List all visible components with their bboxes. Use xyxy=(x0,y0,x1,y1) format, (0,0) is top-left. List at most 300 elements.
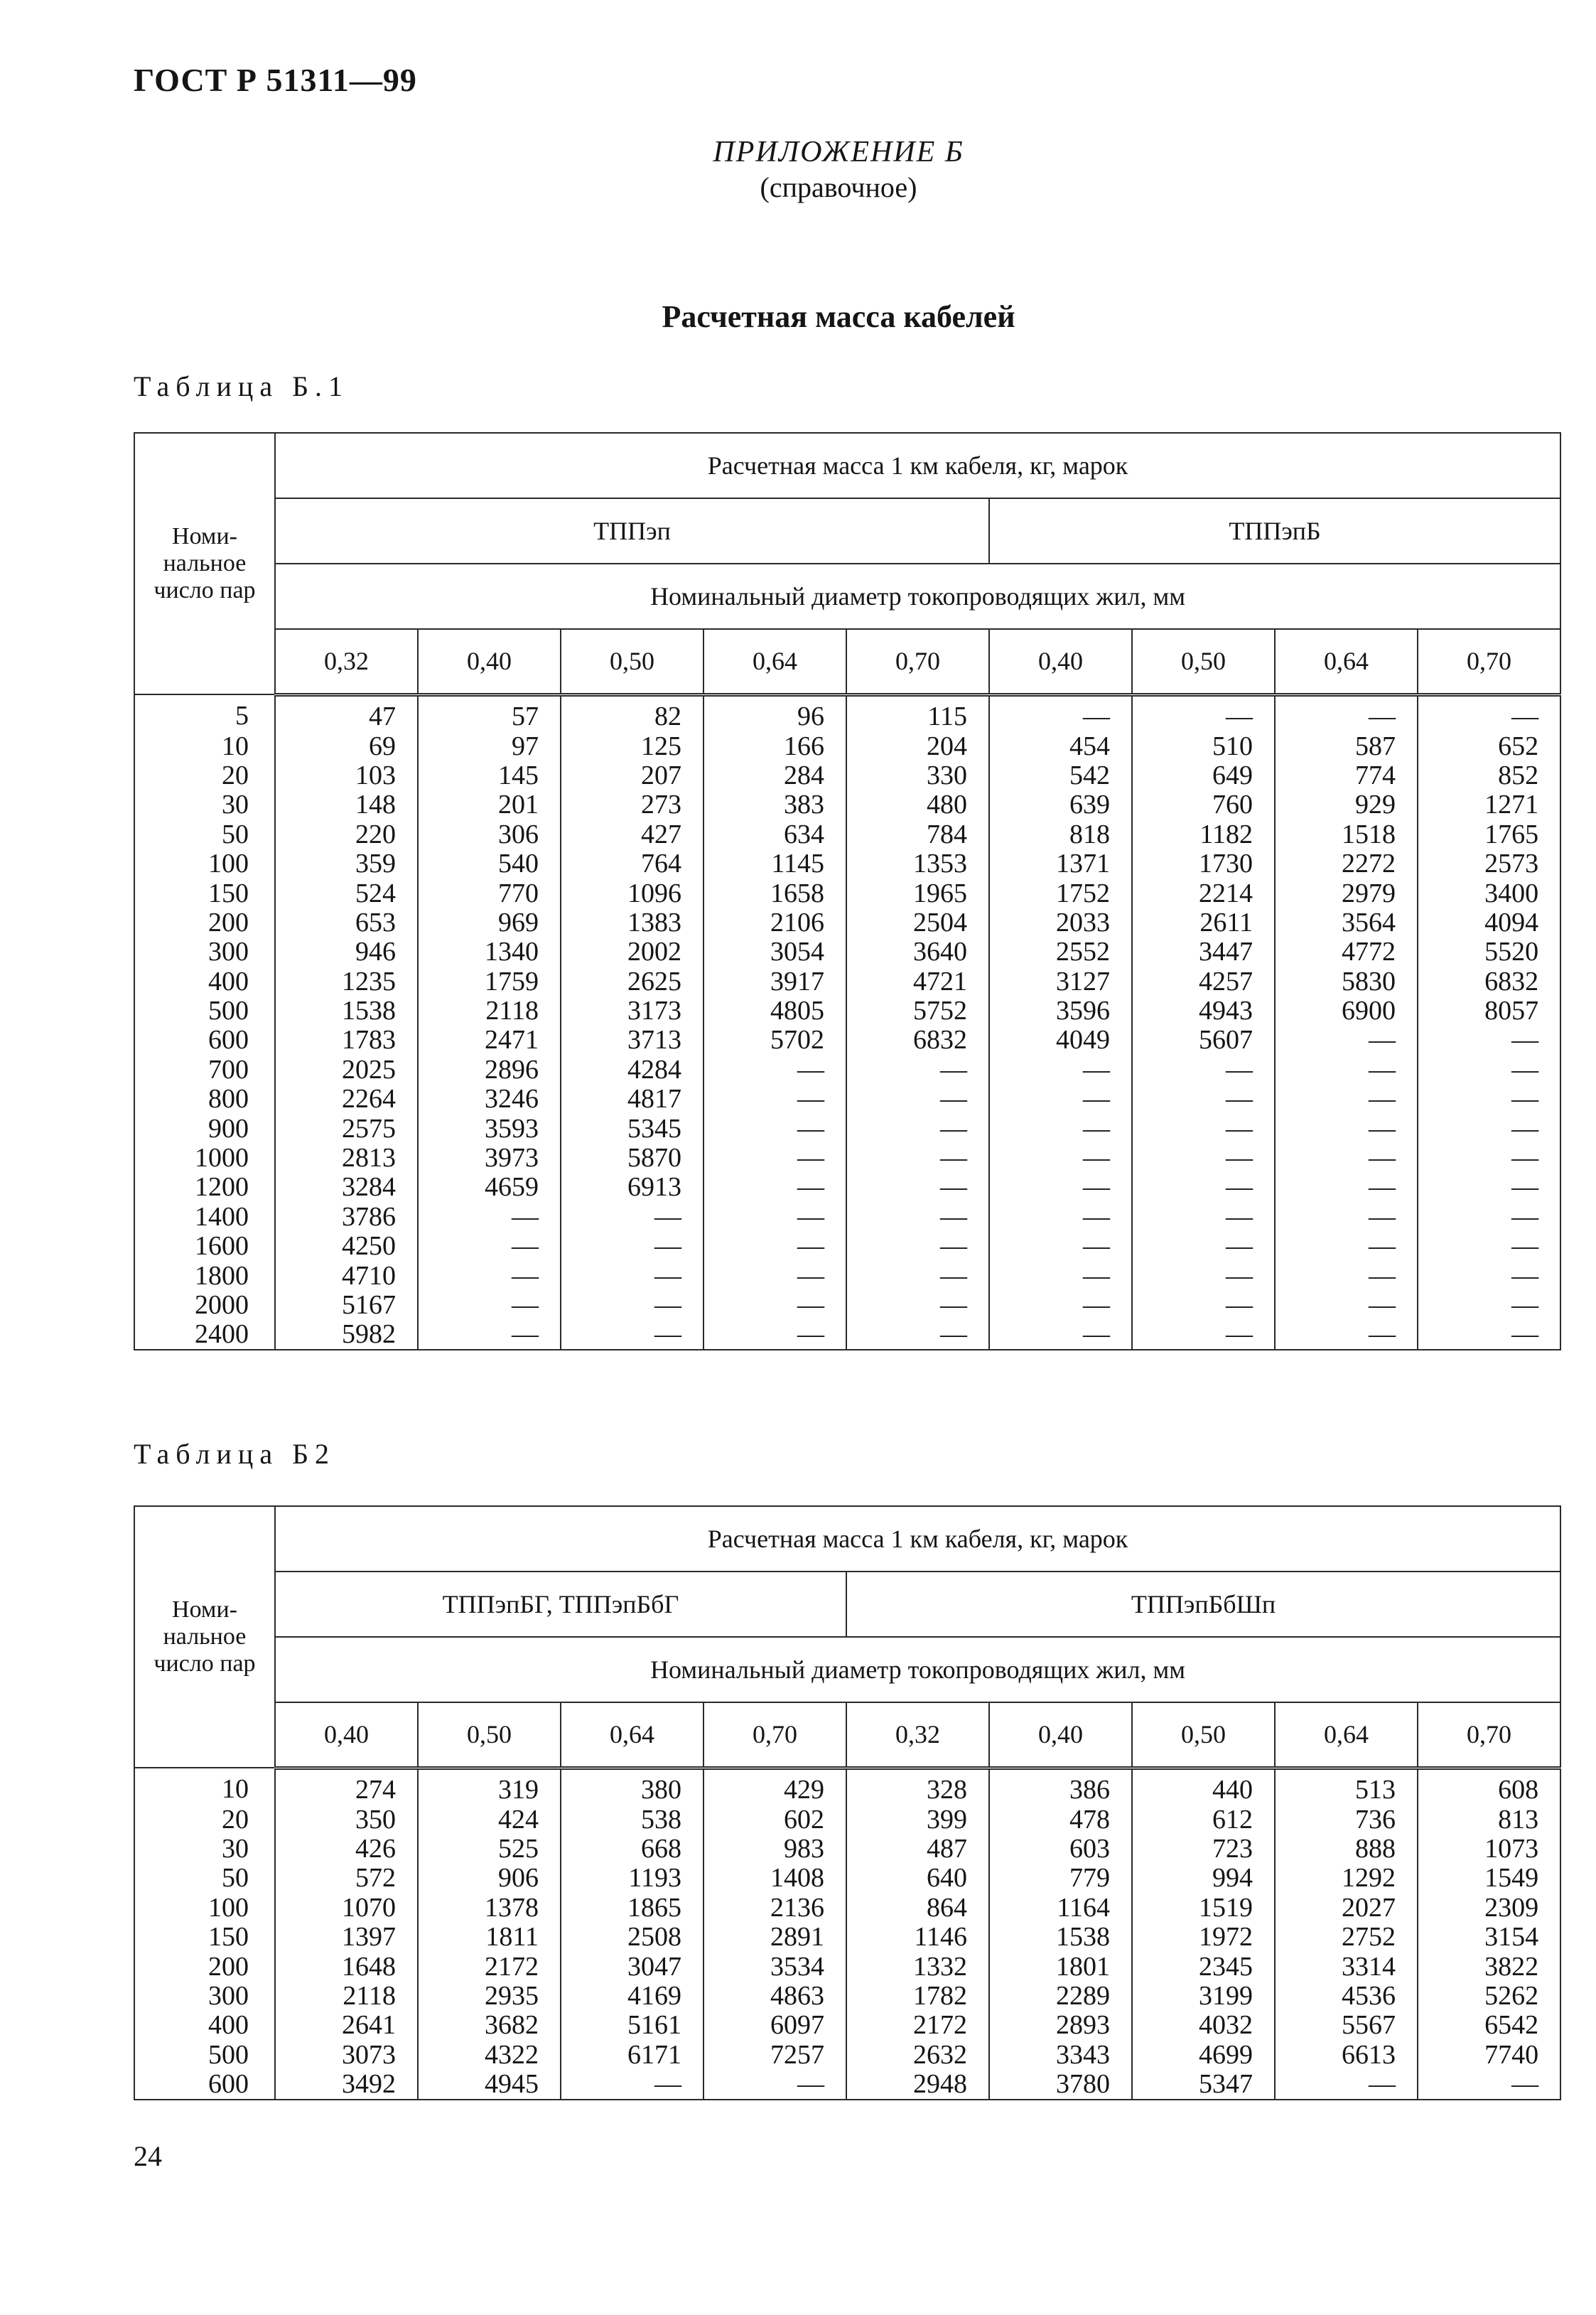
mass-value-cell: 1752 xyxy=(989,879,1132,908)
mass-value-cell: 2471 xyxy=(418,1026,561,1055)
table-row xyxy=(134,938,1560,967)
mass-value-cell: 4772 xyxy=(1275,938,1418,967)
mass-value-cell: — xyxy=(703,1114,846,1143)
mass-value-cell: 4032 xyxy=(1132,2011,1275,2040)
table1 xyxy=(134,432,1561,1350)
mass-value-cell: 3127 xyxy=(989,967,1132,996)
mass-value-cell: 5167 xyxy=(275,1290,418,1319)
mass-value-cell: 1865 xyxy=(561,1893,703,1922)
mass-value-cell: 3400 xyxy=(1418,879,1560,908)
mass-value-cell: — xyxy=(1275,1232,1418,1261)
mass-value-cell: 4805 xyxy=(703,996,846,1025)
table-row xyxy=(134,1143,1560,1172)
pair-count-cell: 500 xyxy=(134,2040,275,2069)
mass-value-cell: 145 xyxy=(418,761,561,790)
document-header: ГОСТ Р 51311—99 xyxy=(134,62,417,98)
mass-value-cell: 204 xyxy=(846,731,989,761)
mass-value-cell: 1378 xyxy=(418,1893,561,1922)
mass-value-cell: 818 xyxy=(989,820,1132,849)
mass-value-cell: 4863 xyxy=(703,1981,846,2010)
mass-value-cell: 82 xyxy=(561,694,703,731)
mass-value-cell: 5607 xyxy=(1132,1026,1275,1055)
mass-value-cell: — xyxy=(1132,1173,1275,1202)
mass-value-cell: 125 xyxy=(561,731,703,761)
mass-value-cell: 2025 xyxy=(275,1055,418,1084)
mass-value-cell: 1164 xyxy=(989,1893,1132,1922)
mass-value-cell: 813 xyxy=(1418,1805,1560,1834)
mass-value-cell: — xyxy=(418,1320,561,1350)
mass-value-cell: — xyxy=(1275,2069,1418,2099)
mass-value-cell: 1811 xyxy=(418,1922,561,1951)
table-row xyxy=(134,1320,1560,1350)
mass-value-cell: 1353 xyxy=(846,849,989,878)
table-row xyxy=(134,879,1560,908)
mass-value-cell: 1145 xyxy=(703,849,846,878)
mass-value-cell: 103 xyxy=(275,761,418,790)
mass-value-cell: 3284 xyxy=(275,1173,418,1202)
mass-value-cell: 115 xyxy=(846,694,989,731)
diameter-cell: 0,40 xyxy=(418,629,561,694)
mass-value-cell: 2552 xyxy=(989,938,1132,967)
mass-value-cell: 1648 xyxy=(275,1952,418,1981)
table-row xyxy=(134,967,1560,996)
mass-value-cell: 852 xyxy=(1418,761,1560,790)
pair-count-cell: 2000 xyxy=(134,1290,275,1319)
mass-value-cell: — xyxy=(561,2069,703,2099)
mass-value-cell: 1759 xyxy=(418,967,561,996)
mass-value-cell: 4710 xyxy=(275,1261,418,1290)
mass-value-cell: 5830 xyxy=(1275,967,1418,996)
mass-value-cell: — xyxy=(846,1085,989,1114)
mass-value-cell: — xyxy=(989,1173,1132,1202)
table-row xyxy=(134,1922,1560,1951)
mass-value-cell: 3492 xyxy=(275,2069,418,2099)
appendix-subtitle: (справочное) xyxy=(760,171,917,203)
mass-value-cell: 1538 xyxy=(989,1922,1132,1951)
mass-value-cell: 207 xyxy=(561,761,703,790)
mass-value-cell: 6171 xyxy=(561,2040,703,2069)
mass-value-cell: 634 xyxy=(703,820,846,849)
mass-value-cell: 1397 xyxy=(275,1922,418,1951)
mass-value-cell: 668 xyxy=(561,1834,703,1863)
mass-value-cell: 3534 xyxy=(703,1952,846,1981)
mass-value-cell: 4250 xyxy=(275,1232,418,1261)
mass-value-cell: — xyxy=(561,1290,703,1319)
table-row xyxy=(134,1232,1560,1261)
mass-value-cell: — xyxy=(561,1232,703,1261)
mass-value-cell: — xyxy=(703,2069,846,2099)
mass-value-cell: 649 xyxy=(1132,761,1275,790)
diameter-cell: 0,64 xyxy=(561,1702,703,1768)
table-row xyxy=(134,694,1560,731)
mass-value-cell: 274 xyxy=(275,1768,418,1805)
mass-value-cell: — xyxy=(1418,1026,1560,1055)
pair-count-cell: 400 xyxy=(134,967,275,996)
table-row xyxy=(134,1202,1560,1231)
mass-value-cell: — xyxy=(989,694,1132,731)
mass-value-cell: 1801 xyxy=(989,1952,1132,1981)
mass-value-cell: 784 xyxy=(846,820,989,849)
mass-value-cell: — xyxy=(846,1114,989,1143)
mass-value-cell: 7257 xyxy=(703,2040,846,2069)
mass-value-cell: — xyxy=(703,1232,846,1261)
mass-value-cell: 273 xyxy=(561,790,703,820)
pair-count-cell: 400 xyxy=(134,2011,275,2040)
mass-value-cell: — xyxy=(1418,1202,1560,1231)
pair-count-cell: 300 xyxy=(134,1981,275,2010)
mass-value-cell: 736 xyxy=(1275,1805,1418,1834)
table-row xyxy=(134,1173,1560,1202)
mass-value-cell: — xyxy=(846,1261,989,1290)
mass-value-cell: 639 xyxy=(989,790,1132,820)
mass-value-cell: 3973 xyxy=(418,1143,561,1172)
mass-value-cell: — xyxy=(989,1055,1132,1084)
mass-value-cell: 3917 xyxy=(703,967,846,996)
mass-value-cell: 1340 xyxy=(418,938,561,967)
mass-value-cell: 306 xyxy=(418,820,561,849)
mass-value-cell: 6832 xyxy=(846,1026,989,1055)
mass-value-cell: — xyxy=(846,1143,989,1172)
mass-value-cell: — xyxy=(703,1173,846,1202)
mass-value-cell: 603 xyxy=(989,1834,1132,1863)
mass-value-cell: 1146 xyxy=(846,1922,989,1951)
mass-value-cell: 3173 xyxy=(561,996,703,1025)
mass-value-cell: — xyxy=(703,1085,846,1114)
mass-value-cell: 764 xyxy=(561,849,703,878)
mass-value-cell: 4094 xyxy=(1418,908,1560,937)
mass-value-cell: 2309 xyxy=(1418,1893,1560,1922)
mass-value-cell: 3822 xyxy=(1418,1952,1560,1981)
mass-value-cell: — xyxy=(1418,2069,1560,2099)
pair-count-cell: 700 xyxy=(134,1055,275,1084)
mass-value-cell: — xyxy=(989,1261,1132,1290)
diameter-cell: 0,50 xyxy=(1132,629,1275,694)
mass-value-cell: 3047 xyxy=(561,1952,703,1981)
pair-count-cell: 100 xyxy=(134,1893,275,1922)
mass-value-cell: 2345 xyxy=(1132,1952,1275,1981)
mass-value-cell: — xyxy=(846,1202,989,1231)
mass-value-cell: — xyxy=(703,1261,846,1290)
diameter-cell: 0,40 xyxy=(275,1702,418,1768)
mass-value-cell: — xyxy=(846,1320,989,1350)
mass-value-cell: 3447 xyxy=(1132,938,1275,967)
mass-value-cell: 424 xyxy=(418,1805,561,1834)
mass-value-cell: 1782 xyxy=(846,1981,989,2010)
mass-value-cell: 201 xyxy=(418,790,561,820)
mass-value-cell: 7740 xyxy=(1418,2040,1560,2069)
mass-value-cell: 6542 xyxy=(1418,2011,1560,2040)
mass-value-cell: 4721 xyxy=(846,967,989,996)
mass-value-cell: 4817 xyxy=(561,1085,703,1114)
diameter-cell: 0,64 xyxy=(1275,1702,1418,1768)
mass-value-cell: 5345 xyxy=(561,1114,703,1143)
mass-value-cell: 612 xyxy=(1132,1805,1275,1834)
mass-value-cell: 96 xyxy=(703,694,846,731)
mass-value-cell: — xyxy=(1132,1114,1275,1143)
diameter-cell: 0,70 xyxy=(1418,629,1560,694)
pair-count-cell: 100 xyxy=(134,849,275,878)
mass-value-cell: 2896 xyxy=(418,1055,561,1084)
mass-value-cell: 6613 xyxy=(1275,2040,1418,2069)
mass-value-cell: 525 xyxy=(418,1834,561,1863)
mass-value-cell: 2033 xyxy=(989,908,1132,937)
brand-header-a: ТППэпБГ, ТППэпБбГ xyxy=(275,1572,846,1637)
mass-value-cell: 2272 xyxy=(1275,849,1418,878)
mass-value-cell: — xyxy=(1132,1232,1275,1261)
pair-count-cell: 1400 xyxy=(134,1202,275,1231)
mass-value-cell: 3682 xyxy=(418,2011,561,2040)
mass-value-cell: — xyxy=(703,1055,846,1084)
mass-value-cell: 1073 xyxy=(1418,1834,1560,1863)
mass-value-cell: 2752 xyxy=(1275,1922,1418,1951)
mass-value-cell: 3246 xyxy=(418,1085,561,1114)
mass-value-cell: 2611 xyxy=(1132,908,1275,937)
brand-header-b: ТППэпБ xyxy=(989,498,1560,564)
mass-value-cell: 4945 xyxy=(418,2069,561,2099)
pair-count-cell: 30 xyxy=(134,1834,275,1863)
mass-value-cell: — xyxy=(989,1114,1132,1143)
mass-value-cell: 6832 xyxy=(1418,967,1560,996)
mass-value-cell: 1235 xyxy=(275,967,418,996)
mass-value-cell: — xyxy=(1418,1143,1560,1172)
mass-value-cell: 587 xyxy=(1275,731,1418,761)
mass-value-cell: — xyxy=(1418,1173,1560,1202)
pair-count-cell: 20 xyxy=(134,761,275,790)
mass-value-cell: — xyxy=(1132,1055,1275,1084)
table-row xyxy=(134,1834,1560,1863)
pair-count-cell: 1000 xyxy=(134,1143,275,1172)
group-header: Расчетная масса 1 км кабеля, кг, марок xyxy=(275,433,1560,498)
mass-value-cell: 994 xyxy=(1132,1864,1275,1893)
mass-value-cell: 2289 xyxy=(989,1981,1132,2010)
mass-value-cell: 513 xyxy=(1275,1768,1418,1805)
table-row xyxy=(134,790,1560,820)
table2 xyxy=(134,1505,1561,2100)
mass-value-cell: 2136 xyxy=(703,1893,846,1922)
mass-value-cell: 440 xyxy=(1132,1768,1275,1805)
mass-value-cell: — xyxy=(1275,1173,1418,1202)
mass-value-cell: 2214 xyxy=(1132,879,1275,908)
mass-value-cell: 6913 xyxy=(561,1173,703,1202)
mass-value-cell: 5161 xyxy=(561,2011,703,2040)
mass-value-cell: — xyxy=(1275,1026,1418,1055)
mass-value-cell: 2118 xyxy=(275,1981,418,2010)
pair-count-cell: 2400 xyxy=(134,1320,275,1350)
mass-value-cell: — xyxy=(561,1261,703,1290)
section-title: Расчетная масса кабелей xyxy=(662,299,1015,334)
mass-value-cell: 454 xyxy=(989,731,1132,761)
mass-value-cell: — xyxy=(561,1320,703,1350)
mass-value-cell: 1965 xyxy=(846,879,989,908)
mass-value-cell: 148 xyxy=(275,790,418,820)
mass-value-cell: — xyxy=(989,1085,1132,1114)
diameter-cell: 0,70 xyxy=(846,629,989,694)
mass-value-cell: 1371 xyxy=(989,849,1132,878)
table-row xyxy=(134,1261,1560,1290)
mass-value-cell: — xyxy=(1418,1114,1560,1143)
mass-value-cell: 5347 xyxy=(1132,2069,1275,2099)
mass-value-cell: 1549 xyxy=(1418,1864,1560,1893)
mass-value-cell: — xyxy=(1275,1290,1418,1319)
pair-count-cell: 200 xyxy=(134,1952,275,1981)
mass-value-cell: 572 xyxy=(275,1864,418,1893)
mass-value-cell: 1783 xyxy=(275,1026,418,1055)
mass-value-cell: 2508 xyxy=(561,1922,703,1951)
mass-value-cell: 774 xyxy=(1275,761,1418,790)
row-header-corner xyxy=(134,1506,275,1768)
pair-count-cell: 500 xyxy=(134,996,275,1025)
pair-count-cell: 10 xyxy=(134,731,275,761)
corner-line: нальное xyxy=(163,1623,247,1650)
mass-value-cell: 2625 xyxy=(561,967,703,996)
page-number: 24 xyxy=(134,2140,162,2172)
table-row xyxy=(134,1768,1560,1805)
mass-value-cell: 3054 xyxy=(703,938,846,967)
mass-value-cell: — xyxy=(1418,1320,1560,1350)
mass-value-cell: 2172 xyxy=(418,1952,561,1981)
mass-value-cell: 4049 xyxy=(989,1026,1132,1055)
brand-row xyxy=(134,498,1560,564)
mass-value-cell: 480 xyxy=(846,790,989,820)
diameter-cell: 0,40 xyxy=(989,629,1132,694)
pair-count-cell: 50 xyxy=(134,1864,275,1893)
pair-count-cell: 150 xyxy=(134,879,275,908)
mass-value-cell: 946 xyxy=(275,938,418,967)
mass-value-cell: 57 xyxy=(418,694,561,731)
mass-value-cell: — xyxy=(846,1232,989,1261)
pair-count-cell: 1800 xyxy=(134,1261,275,1290)
mass-value-cell: 1658 xyxy=(703,879,846,908)
mass-value-cell: — xyxy=(1275,1261,1418,1290)
corner-line: Номи- xyxy=(172,1596,237,1623)
mass-value-cell: 5262 xyxy=(1418,1981,1560,2010)
row-header-corner xyxy=(134,433,275,694)
diameter-title-row xyxy=(134,1637,1560,1702)
corner-line: Номи- xyxy=(172,523,237,549)
mass-value-cell: 2172 xyxy=(846,2011,989,2040)
table-row xyxy=(134,1952,1560,1981)
mass-value-cell: 429 xyxy=(703,1768,846,1805)
mass-value-cell: 2002 xyxy=(561,938,703,967)
mass-value-cell: 3199 xyxy=(1132,1981,1275,2010)
mass-value-cell: 166 xyxy=(703,731,846,761)
pair-count-cell: 300 xyxy=(134,938,275,967)
table-row xyxy=(134,1026,1560,1055)
mass-value-cell: 510 xyxy=(1132,731,1275,761)
mass-value-cell: 478 xyxy=(989,1805,1132,1834)
mass-value-cell: 380 xyxy=(561,1768,703,1805)
diameter-cell: 0,32 xyxy=(846,1702,989,1768)
table-row xyxy=(134,1864,1560,1893)
mass-value-cell: 779 xyxy=(989,1864,1132,1893)
mass-value-cell: — xyxy=(703,1320,846,1350)
mass-value-cell: — xyxy=(1132,1290,1275,1319)
mass-value-cell: 2027 xyxy=(1275,1893,1418,1922)
mass-value-cell: 220 xyxy=(275,820,418,849)
mass-value-cell: 4659 xyxy=(418,1173,561,1202)
mass-value-cell: 906 xyxy=(418,1864,561,1893)
pair-count-cell: 20 xyxy=(134,1805,275,1834)
mass-value-cell: 4322 xyxy=(418,2040,561,2069)
mass-value-cell: — xyxy=(1275,1055,1418,1084)
mass-value-cell: — xyxy=(989,1232,1132,1261)
diameter-cell: 0,64 xyxy=(1275,629,1418,694)
brand-header-b: ТППэпБбШп xyxy=(846,1572,1560,1637)
mass-value-cell: — xyxy=(418,1290,561,1319)
mass-value-cell: 6900 xyxy=(1275,996,1418,1025)
pair-count-cell: 200 xyxy=(134,908,275,937)
mass-value-cell: — xyxy=(703,1202,846,1231)
mass-value-cell: 5520 xyxy=(1418,938,1560,967)
mass-value-cell: — xyxy=(1418,1232,1560,1261)
group-header: Расчетная масса 1 км кабеля, кг, марок xyxy=(275,1506,1560,1572)
mass-value-cell: 640 xyxy=(846,1864,989,1893)
mass-value-cell: 2935 xyxy=(418,1981,561,2010)
mass-value-cell: 2893 xyxy=(989,2011,1132,2040)
mass-value-cell: 864 xyxy=(846,1893,989,1922)
table-row xyxy=(134,731,1560,761)
mass-value-cell: — xyxy=(1275,694,1418,731)
mass-value-cell: 653 xyxy=(275,908,418,937)
mass-value-cell: — xyxy=(1132,1261,1275,1290)
mass-value-cell: 97 xyxy=(418,731,561,761)
table-row xyxy=(134,2069,1560,2099)
diameter-cell: 0,40 xyxy=(989,1702,1132,1768)
mass-value-cell: 652 xyxy=(1418,731,1560,761)
mass-value-cell: 760 xyxy=(1132,790,1275,820)
diameter-row xyxy=(134,1702,1560,1768)
mass-value-cell: 540 xyxy=(418,849,561,878)
mass-value-cell: — xyxy=(703,1143,846,1172)
mass-value-cell: 5702 xyxy=(703,1026,846,1055)
diameter-header: Номинальный диаметр токопроводящих жил, мм xyxy=(275,1637,1560,1702)
mass-value-cell: 328 xyxy=(846,1768,989,1805)
mass-value-cell: 1383 xyxy=(561,908,703,937)
mass-value-cell: — xyxy=(846,1290,989,1319)
mass-value-cell: 6097 xyxy=(703,2011,846,2040)
mass-value-cell: 5567 xyxy=(1275,2011,1418,2040)
mass-value-cell: — xyxy=(1132,1085,1275,1114)
mass-value-cell: 2632 xyxy=(846,2040,989,2069)
diameter-row xyxy=(134,629,1560,694)
mass-value-cell: 2891 xyxy=(703,1922,846,1951)
mass-value-cell: 2504 xyxy=(846,908,989,937)
mass-value-cell: 426 xyxy=(275,1834,418,1863)
mass-value-cell: — xyxy=(1132,1320,1275,1350)
mass-value-cell: 487 xyxy=(846,1834,989,1863)
pair-count-cell: 900 xyxy=(134,1114,275,1143)
table1-caption: Таблица Б.1 xyxy=(134,370,350,402)
mass-value-cell: — xyxy=(1132,1202,1275,1231)
mass-value-cell: 1765 xyxy=(1418,820,1560,849)
pair-count-cell: 5 xyxy=(134,694,275,731)
table-row xyxy=(134,1290,1560,1319)
table-row xyxy=(134,1981,1560,2010)
mass-value-cell: 2118 xyxy=(418,996,561,1025)
corner-line: нальное xyxy=(163,550,247,576)
mass-value-cell: 2573 xyxy=(1418,849,1560,878)
pair-count-cell: 150 xyxy=(134,1922,275,1951)
mass-value-cell: 3154 xyxy=(1418,1922,1560,1951)
mass-value-cell: — xyxy=(1275,1320,1418,1350)
mass-value-cell: — xyxy=(846,1055,989,1084)
diameter-cell: 0,70 xyxy=(1418,1702,1560,1768)
mass-value-cell: 350 xyxy=(275,1805,418,1834)
pair-count-cell: 50 xyxy=(134,820,275,849)
mass-value-cell: 1182 xyxy=(1132,820,1275,849)
mass-value-cell: 3314 xyxy=(1275,1952,1418,1981)
mass-value-cell: 542 xyxy=(989,761,1132,790)
